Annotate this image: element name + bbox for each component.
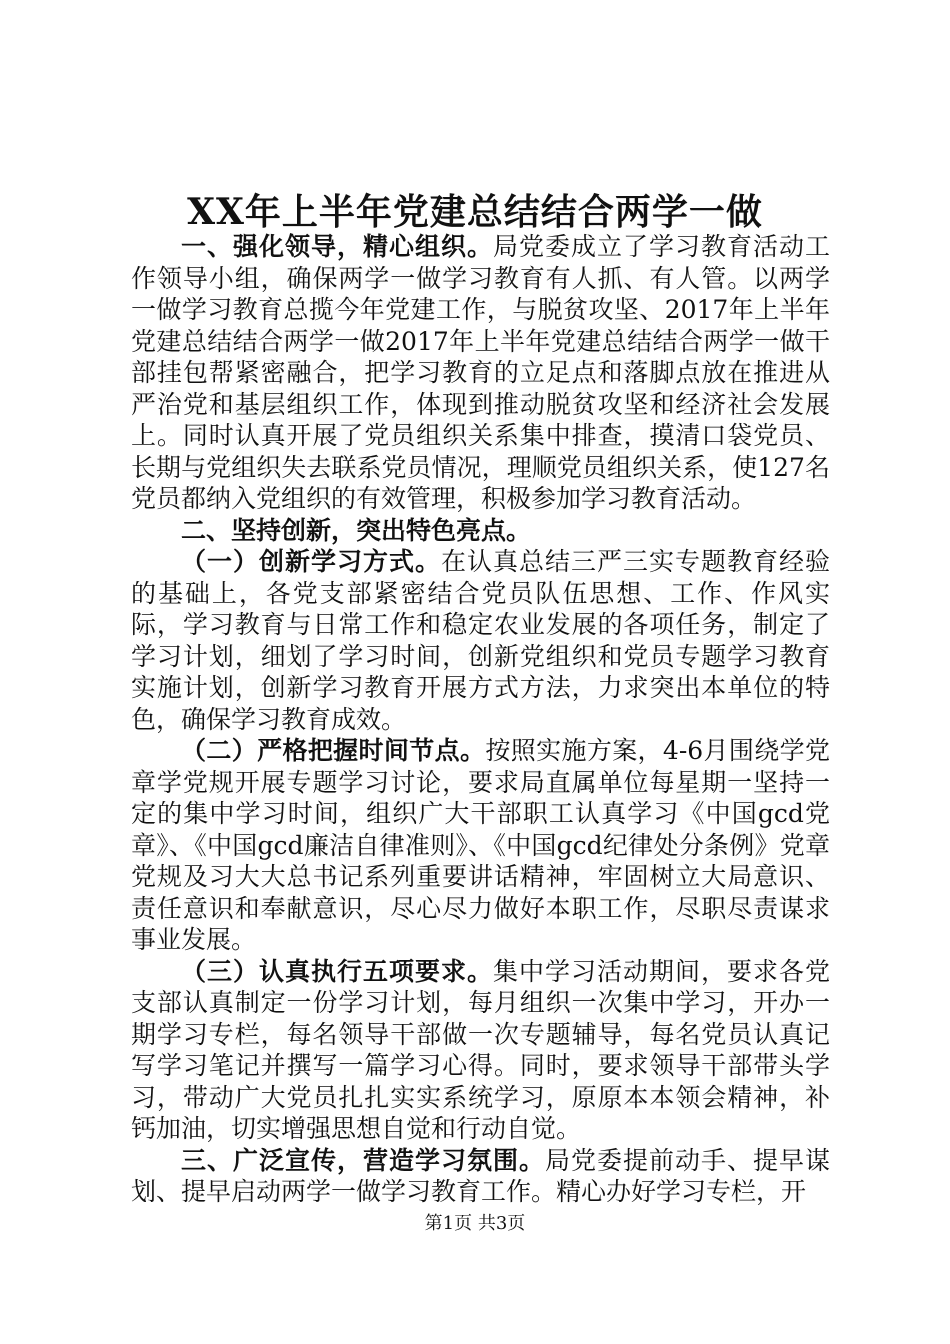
paragraph-4 xyxy=(131,735,830,956)
document-title: XX年上半年党建总结结合两学一做 xyxy=(187,191,763,233)
paragraph-4-text: 按照实施方案，4-6月围绕学党章学党规开展专题学习讨论，要求局直属单位每星期一坚持一定的集中学习时间，组织广大干部职工认真学习《中国gcd党章》、《中国gcd廉洁自律准则》、《中国gcd纪律处分条例》党章党规及习大大总书记系列重要讲话精神，牢固树立大局意识、责任意识和奉献意识，尽心尽力做好本职工作，尽职尽责谋求事业发展。 xyxy=(131,736,830,954)
paragraph-1 xyxy=(131,231,830,515)
paragraph-4-heading: （二）严格把握时间节点。 xyxy=(181,736,486,765)
paragraph-3-text: 在认真总结三严三实专题教育经验的基础上，各党支部紧密结合党员队伍思想、工作、作风实际，学习教育与日常工作和稳定农业发展的各项任务，制定了学习计划，细划了学习时间，创新党组织和党员专题学习教育实施计划，创新学习教育开展方式方法，力求突出本单位的特色，确保学习教育成效。 xyxy=(131,547,830,734)
paragraph-5 xyxy=(131,956,830,1145)
paragraph-5-text: 集中学习活动期间，要求各党支部认真制定一份学习计划，每月组织一次集中学习，开办一期学习专栏，每名领导干部做一次专题辅导，每名党员认真记写学习笔记并撰写一篇学习心得。同时，要求领导干部带头学习，带动广大党员扎扎实实系统学习，原原本本领会精神，补钙加油，切实增强思想自觉和行动自觉。 xyxy=(131,956,830,1143)
document-body xyxy=(131,231,830,1208)
paragraph-1-heading: 一、强化领导，精心组织。 xyxy=(181,232,493,261)
paragraph-6-text: 局党委提前动手、提早谋划、提早启动两学一做学习教育工作。精心办好学习专栏，开 xyxy=(131,1145,830,1206)
paragraph-3 xyxy=(131,546,830,735)
paragraph-2-heading: 二、坚持创新，突出特色亮点。 xyxy=(181,515,532,545)
paragraph-6 xyxy=(131,1145,830,1208)
paragraph-2 xyxy=(131,515,830,547)
paragraph-5-heading: （三）认真执行五项要求。 xyxy=(181,956,493,986)
page-number-footer: 第1页 共3页 xyxy=(424,1213,526,1234)
paragraph-6-heading: 三、广泛宣传，营造学习氛围。 xyxy=(181,1145,545,1175)
paragraph-1-text: 局党委成立了学习教育活动工作领导小组，确保两学一做学习教育有人抓、有人管。以两学一做学习教育总揽今年党建工作，与脱贫攻坚、2017年上半年党建总结结合两学一做2017年上半年党建总结结合两学一做干部挂包帮紧密融合，把学习教育的立足点和落脚点放在推进从严治党和基层组织工作，体现到推动脱贫攻坚和经济社会发展上。同时认真开展了党员组织关系集中排查，摸清口袋党员、长期与党组织失去联系党员情况，理顺党员组织关系，使127名党员都纳入党组织的有效管理，积极参加学习教育活动。 xyxy=(131,232,830,513)
paragraph-3-heading: （一）创新学习方式。 xyxy=(181,547,441,576)
